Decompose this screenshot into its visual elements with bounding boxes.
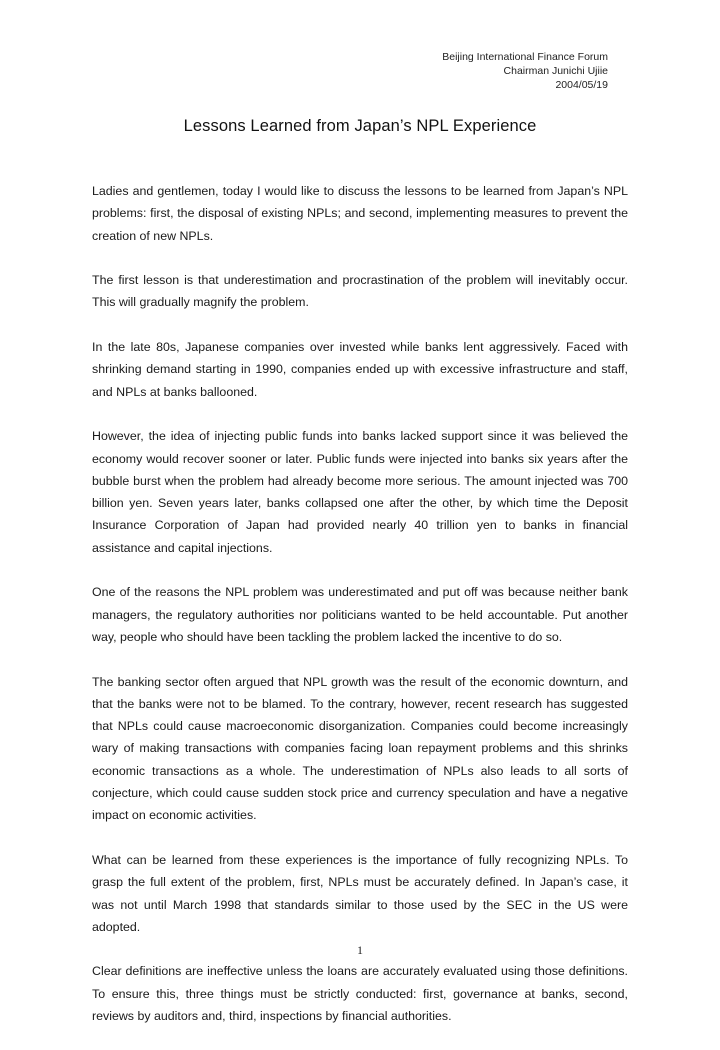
document-body: [92, 180, 628, 1050]
page-number: 1: [357, 943, 363, 957]
speech-date: 2004/05/19: [555, 79, 608, 91]
speech-header: [442, 50, 608, 92]
paragraph-first-lesson: The first lesson is that underestimation and procrastination of the problem will inevitably occur. This will gradually magnify the problem.: [92, 273, 628, 310]
paragraph-banking-sector: The banking sector often argued that NPL growth was the result of the economic downturn, and that the banks were not to be blamed. To the contrary, however, recent research has suggested that NPLs could cause macroeconomic disorganization. Companies could become increasingly wary of making transactions with companies facing loan repayment problems and this shrinks economic transactions as a whole. The underestimation of NPLs also leads to all sorts of conjecture, which could cause sudden stock price and currency speculation and have a negative impact on economic activities.: [92, 674, 628, 823]
paragraph-public-funds: However, the idea of injecting public funds into banks lacked support since it was believed the economy would recover sooner or later. Public funds were injected into banks six years after the bubble burst when the problem had already become more serious. The amount injected was 700 billion yen. Seven years later, banks collapsed one after the other, by which time the Deposit Insurance Corporation of Japan had provided nearly 40 trillion yen to banks in financial assistance and capital injections.: [92, 429, 628, 555]
paragraph-clear-definitions: Clear definitions are ineffective unless the loans are accurately evaluated using those definitions. To ensure this, three things must be strictly conducted: first, governance at banks, second, reviews by auditors and, third, inspections by financial authorities.: [92, 964, 628, 1023]
event-name: Beijing International Finance Forum: [442, 51, 608, 63]
paragraph-recognizing-npls: What can be learned from these experiences is the importance of fully recognizing NPLs. To grasp the full extent of the problem, first, NPLs must be accurately defined. In Japan’s case, it was not until March 1998 that standards similar to those used by the SEC in the US were adopted.: [92, 852, 628, 934]
document-title: Lessons Learned from Japan’s NPL Experience: [183, 117, 537, 135]
paragraph-intro: Ladies and gentlemen, today I would like to discuss the lessons to be learned from Japan’s NPL problems: first, the disposal of existing NPLs; and second, implementing measures to prevent the creation of new NPLs.: [92, 184, 628, 243]
paragraph-accountability: One of the reasons the NPL problem was underestimated and put off was because neither bank managers, the regulatory authorities nor politicians wanted to be held accountable. Put another way, people who should have been tackling the problem lacked the incentive to do so.: [92, 585, 628, 644]
speaker-name: Chairman Junichi Ujiie: [503, 65, 608, 77]
paragraph-late-80s: In the late 80s, Japanese companies over invested while banks lent aggressively. Faced with shrinking demand starting in 1990, companies ended up with excessive infrastructure and staff, and NPLs at banks ballooned.: [92, 340, 628, 399]
